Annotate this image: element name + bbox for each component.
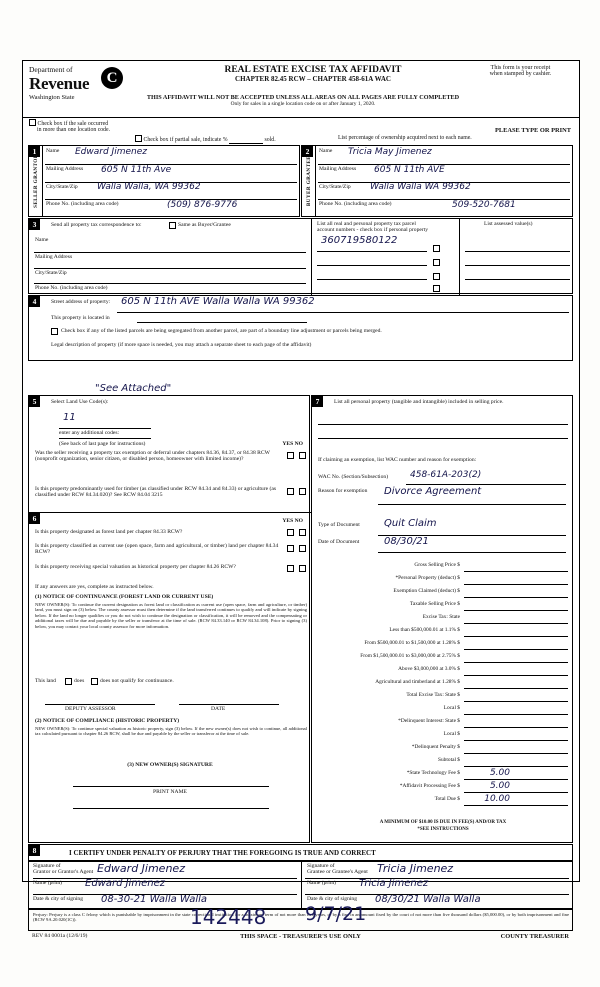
check-sale-occurred-row2 (37, 127, 110, 133)
tax-row-label: Local $ (443, 705, 460, 711)
notice-compliance-title: (2) NOTICE OF COMPLIANCE (HISTORIC PROPERTY) (35, 718, 180, 724)
corr-phone-label: Phone No. (including area code) (35, 285, 108, 291)
notice-compliance-body: NEW OWNER(S): To continue special valuation as historic property, sign (3) below. If the new owner(s) does not wish to continue, all additional tax calculated pursuant to chapter 84.26 RCW, shall be due and payable by the seller or transferor at the time of sale. (35, 726, 307, 737)
exemption-reason-value[interactable]: Divorce Agreement (384, 486, 482, 497)
tax-row-line (464, 701, 568, 702)
does-qualify-checkbox[interactable] (65, 678, 72, 685)
tax-row (318, 742, 568, 755)
tax-row-label: Total Excise Tax: State $ (406, 692, 460, 698)
tax-row-label: Agricultural and timberland at 1.28% $ (375, 679, 460, 685)
section-6-question-2: Is this property classified as current use (open space, farm and agricultural, or timber) land per chapter 84.34 RCW? (35, 543, 279, 555)
tax-row (318, 625, 568, 638)
wac-number-label: WAC No. (Section/Subsection) (318, 474, 389, 480)
buyer-mailing-label: Mailing Address (319, 166, 357, 172)
parcel-header-1: List all real and personal property tax parcel (317, 221, 416, 227)
tax-row (318, 560, 568, 573)
form-footer (28, 931, 573, 943)
does-label: does (74, 678, 85, 684)
see-instructions-note: *SEE INSTRUCTIONS (417, 827, 469, 832)
additional-codes-label: enter any additional codes: (59, 430, 120, 436)
tax-row (318, 716, 568, 729)
dor-logo-icon: C (101, 67, 123, 89)
corr-citystate-label: City/State/Zip (35, 270, 67, 276)
street-address-label: Street address of property: (51, 299, 111, 305)
tax-row-label: From $1,500,000.01 to $3,000,000 at 2.75% $ (360, 653, 460, 659)
buyer-citystate-value[interactable]: Walla Walla WA 99362 (370, 182, 471, 192)
check-sale-occurred-row[interactable] (29, 119, 108, 127)
section-1-number: 1 (29, 146, 40, 157)
form-header (23, 61, 579, 118)
tax-row-line (464, 597, 568, 598)
tax-row-line (464, 649, 568, 650)
partial-sale-sold-label: sold. (264, 137, 276, 143)
seller-phone-label: Phone No. (including area code) (46, 201, 119, 207)
section-5-yesno-header: YES NO (282, 441, 303, 447)
tax-row-line (464, 805, 568, 806)
buyer-side-tab (302, 146, 316, 216)
tax-row (318, 729, 568, 742)
grantor-print-name-value[interactable]: Edward Jimenez (85, 878, 165, 889)
legal-description-value[interactable]: "See Attached" (95, 383, 172, 394)
document-type-label: Type of Document (318, 522, 360, 528)
exemption-lead-label: If claiming an exemption, list WAC number and reason for exemption: (318, 457, 477, 463)
tax-row-label: Exemption Claimed (deduct) $ (393, 588, 460, 594)
seller-phone-value[interactable]: (509) 876-9776 (167, 200, 238, 210)
buyer-phone-label: Phone No. (including area code) (319, 201, 392, 207)
corr-mailing-label: Mailing Address (35, 254, 73, 260)
treasurer-space-label: THIS SPACE - TREASURER'S USE ONLY (240, 933, 361, 940)
tax-row (318, 638, 568, 651)
tax-row (318, 677, 568, 690)
assessor-date-label: DATE (211, 706, 226, 712)
tax-row-label: Local $ (443, 731, 460, 737)
tax-row-value[interactable]: 10.00 (484, 794, 510, 804)
corr-name-label: Name (35, 237, 49, 243)
page-title: REAL ESTATE EXCISE TAX AFFIDAVIT (224, 65, 402, 75)
notice-continuance-body: NEW OWNER(S): To continue the current designation as forest land or classification as current use (open space, farm and agriculture, or timber) land, you must sign on (3) below. The county assessor must then determine if the land transferred continues to qualify and will indicate by signing below. If the land no longer qualifies or you do not wish to continue the designation or classification, it will be removed and the compensating or additional taxes will be due and payable by the seller or transferor at the time of sale. (RCW 84.33.140 or RCW 84.34.108). Prior to signing (3) below, you may contact your local county assessor for more information. (35, 602, 307, 629)
parcel-personal-checkbox-3[interactable] (433, 273, 440, 280)
form-subtitle: CHAPTER 82.45 RCW – CHAPTER 458-61A WAC (235, 75, 391, 83)
tax-row-line (464, 584, 568, 585)
deputy-assessor-label: DEPUTY ASSESSOR (65, 706, 116, 712)
section-5-6-box (28, 395, 310, 843)
same-as-buyer-label: Same as Buyer/Grantee (178, 222, 231, 228)
grantee-print-name-value[interactable]: Tricia Jimenez (359, 878, 429, 889)
s6-q1-no-checkbox[interactable] (299, 529, 306, 536)
check-sale-occurred-label: Check box if the sale occurred (37, 121, 109, 127)
tax-row-line (464, 714, 568, 715)
print-name-label: PRINT NAME (153, 789, 187, 795)
if-any-yes-label: If any answers are yes, complete as instructed below. (35, 584, 154, 590)
tax-row-line (464, 766, 568, 767)
partial-sale-label: Check box if partial sale, indicate % (143, 137, 228, 143)
segregated-checkbox[interactable] (51, 328, 58, 335)
partial-sale-row[interactable] (135, 135, 276, 144)
tax-row-label: Subtotal $ (437, 757, 460, 763)
tax-row (318, 794, 568, 807)
tax-row-line (464, 688, 568, 689)
seller-side-tab (29, 146, 43, 216)
section-8-number: 8 (29, 845, 40, 856)
tax-row (318, 599, 568, 612)
tax-calculation-rows (318, 560, 568, 807)
same-as-buyer-checkbox[interactable] (169, 222, 176, 229)
receipt-line2: when stamped by cashier. (489, 71, 552, 77)
s5-q1-yes-checkbox[interactable] (287, 452, 294, 459)
department-line2: Revenue (29, 74, 90, 93)
parcel-personal-checkbox-2[interactable] (433, 259, 440, 266)
section-5-number: 5 (29, 396, 40, 407)
tax-row (318, 573, 568, 586)
buyer-phone-value[interactable]: 509-520-7681 (452, 200, 516, 210)
signature-block (28, 861, 573, 909)
document-date-label: Date of Document (318, 539, 360, 545)
check-sale-occurred-checkbox[interactable] (29, 119, 36, 126)
s6-q2-no-checkbox[interactable] (299, 545, 306, 552)
seller-citystate-value[interactable]: Walla Walla, WA 99362 (97, 182, 201, 192)
personal-property-label: List all personal property (tangible and intangible) included in selling price. (334, 399, 504, 405)
section-2-number: 2 (302, 146, 313, 157)
tax-row-line (464, 675, 568, 676)
buyer-name-label: Name (319, 148, 333, 154)
section-7-box (311, 395, 573, 843)
seller-side-label: SELLER GRANTOR (32, 154, 39, 208)
section-6-question-1: Is this property designated as forest land per chapter 84.33 RCW? (35, 529, 183, 535)
minimum-fee-note: A MINIMUM OF $10.00 IS DUE IN FEE(S) AND/OR TAX (379, 820, 507, 825)
revision-number: REV 84 0001a (12/6/19) (32, 933, 88, 939)
s5-q2-yes-checkbox[interactable] (287, 488, 294, 495)
perjury-notice-box (28, 909, 573, 931)
street-address-value[interactable]: 605 N 11th AVE Walla Walla WA 99362 (121, 296, 315, 307)
grantee-signature-label-1: Signature of (307, 863, 335, 869)
section-3-box (28, 218, 573, 294)
s6-q1-yes-checkbox[interactable] (287, 529, 294, 536)
seller-grantor-box (28, 145, 300, 217)
tax-row-label: *Affidavit Processing Fee $ (399, 783, 460, 789)
buyer-mailing-value[interactable]: 605 N 11th AVE (374, 165, 445, 175)
tax-row-label: *Delinquent Penalty $ (411, 744, 460, 750)
tax-row (318, 651, 568, 664)
s6-q3-yes-checkbox[interactable] (287, 565, 294, 572)
stamp-date: 9/7/21 (305, 903, 367, 925)
buyer-side-label: BUYER GRANTEE (305, 155, 312, 207)
exemption-reason-label: Reason for exemption (318, 488, 368, 494)
see-back-label: (See back of last page for instructions) (59, 441, 146, 447)
section-5-question-1: Was the seller receiving a property tax exemption or deferral under chapters 84.36, 84.37, or 84.38 RCW (nonprofit organization, senior citizen, or disabled person, homeowner with limited income)? (35, 450, 270, 462)
section-7-number: 7 (312, 396, 323, 407)
s5-q1-no-checkbox[interactable] (299, 452, 306, 459)
assessed-value-header: List assessed value(s) (484, 221, 533, 227)
does-not-qualify-checkbox[interactable] (91, 678, 98, 685)
certify-title: I CERTIFY UNDER PENALTY OF PERJURY THAT THE FOREGOING IS TRUE AND CORRECT (69, 849, 376, 857)
ownership-percent-note: List percentage of ownership acquired next to each name. (338, 135, 472, 141)
seller-mailing-value[interactable]: 605 N 11th Ave (101, 165, 172, 175)
please-type-note: PLEASE TYPE OR PRINT (494, 127, 571, 134)
section-4-number: 4 (29, 296, 40, 307)
tax-row-line (464, 571, 568, 572)
perjury-notice: Perjury: Perjury is a class C felony which is punishable by imprisonment in the state correctional institution for a maximum term of not more than five years, or by a fine in an amount fixed by the court of not more than five thousand dollars ($5,000.00), or by both imprisonment and fine (RCW 9A.20.020(1C)). (33, 912, 569, 923)
segregated-label: Check box if any of the listed parcels are being segregated from another parcel, are part of a boundary line adjustment or parcels being merged. (61, 328, 382, 334)
document-type-value[interactable]: Quit Claim (384, 518, 437, 529)
grantor-print-name-label: Name (print) (33, 880, 63, 886)
section-5-question-2: Is this property predominantly used for timber (as classified under RCW 84.34 and 84.33) or agriculture (as classified under RCW 84.34.020)? See RCW 84.04 3215 (35, 486, 276, 498)
buyer-grantee-box (301, 145, 573, 217)
tax-row-line (464, 792, 568, 793)
wac-number-value[interactable]: 458-61A-203(2) (410, 470, 482, 480)
section-4-box (28, 295, 573, 361)
tax-row-line (464, 753, 568, 754)
s6-q2-yes-checkbox[interactable] (287, 545, 294, 552)
tax-row-line (464, 779, 568, 780)
tax-row-label: Gross Selling Price $ (414, 562, 460, 568)
tax-row-line (464, 662, 568, 663)
parcel-personal-checkbox-1[interactable] (433, 245, 440, 252)
grantee-signature-value[interactable]: Tricia Jimenez (377, 862, 454, 875)
section-6-number: 6 (29, 513, 40, 524)
located-in-label: This property is located in (51, 315, 110, 321)
legal-description-label: Legal description of property (if more space is needed, you may attach a separate sheet to each page of the affidavit) (51, 342, 312, 348)
section-6-question-3: Is this property receiving special valuation as historical property per chapter 84.26 RCW? (35, 564, 236, 570)
receipt-number-stamp: 142448 (190, 905, 267, 929)
tax-row (318, 755, 568, 768)
seller-name-value[interactable]: Edward Jimenez (75, 147, 147, 157)
grantee-date-city-value[interactable]: 08/30/21 Walla Walla (375, 894, 481, 905)
notice-continuance-title: (1) NOTICE OF CONTINUANCE (FOREST LAND OR CURRENT USE) (35, 594, 214, 600)
section-8-header (28, 844, 573, 861)
single-location-notice: Only for sales in a single location code on or after January 1, 2020. (230, 101, 376, 107)
tax-row-line (464, 610, 568, 611)
grantor-date-city-value[interactable]: 08-30-21 Walla Walla (101, 894, 208, 905)
tax-row (318, 781, 568, 794)
county-treasurer-label: COUNTY TREASURER (500, 933, 569, 940)
tax-row (318, 690, 568, 703)
tax-row (318, 586, 568, 599)
s6-q3-no-checkbox[interactable] (299, 565, 306, 572)
grantor-signature-label-1: Signature of (33, 863, 61, 869)
section-3-number: 3 (29, 219, 40, 230)
grantee-date-city-label: Date & city of signing (307, 896, 358, 902)
tax-row-label: Taxable Selling Price $ (409, 601, 460, 607)
form-title-block (173, 65, 453, 83)
grantor-signature-label-2: Grantor or Grantor's Agent (33, 869, 94, 875)
tax-row-line (464, 623, 568, 624)
parcel-personal-checkbox-4[interactable] (433, 285, 440, 292)
partial-sale-checkbox[interactable] (135, 135, 142, 142)
parcel-number-value[interactable]: 360719580122 (321, 235, 398, 246)
department-line1: Department of (29, 65, 73, 74)
seller-mailing-label: Mailing Address (46, 166, 84, 172)
not-accepted-notice: THIS AFFIDAVIT WILL NOT BE ACCEPTED UNLESS ALL AREAS ON ALL PAGES ARE FULLY COMPLETED (146, 94, 460, 101)
land-use-code-value[interactable]: 11 (63, 412, 76, 423)
tax-row-label: Above $3,000,000 at 3.0% $ (398, 666, 460, 672)
grantee-signature-label-2: Grantee or Grantee's Agent (307, 869, 368, 875)
does-not-label: does not qualify for continuance. (100, 678, 174, 684)
buyer-name-value[interactable]: Tricia May Jimenez (348, 147, 432, 157)
tax-row (318, 703, 568, 716)
this-land-label: This land (35, 678, 56, 684)
tax-row (318, 664, 568, 677)
tax-row-value[interactable]: 5.00 (489, 781, 510, 791)
tax-row-value[interactable]: 5.00 (489, 768, 510, 778)
tax-row-label: Total Due $ (434, 796, 460, 802)
receipt-line1: This form is your receipt (490, 65, 551, 71)
tax-row-label: Excise Tax: State (422, 614, 460, 620)
land-use-code-label: Select Land Use Code(s): (51, 399, 109, 405)
document-date-value[interactable]: 08/30/21 (384, 536, 429, 547)
tax-row-line (464, 636, 568, 637)
grantor-date-city-label: Date & city of signing (33, 896, 84, 902)
tax-row-line (464, 727, 568, 728)
tax-row-label: Less than $500,000.01 at 1.1% $ (389, 627, 460, 633)
receipt-note (468, 65, 573, 77)
tax-row-label: *State Technology Fee $ (406, 770, 460, 776)
tax-row (318, 768, 568, 781)
check-sale-occurred-label2: in more than one location code. (37, 127, 111, 133)
tax-row-label: *Delinquent Interest: State $ (398, 718, 460, 724)
seller-name-label: Name (46, 148, 60, 154)
grantee-print-name-label: Name (print) (307, 880, 337, 886)
tax-row-line (464, 740, 568, 741)
s5-q2-no-checkbox[interactable] (299, 488, 306, 495)
tax-row-label: From $500,000.01 to $1,500,000 at 1.28% $ (364, 640, 460, 646)
tax-row-label: *Personal Property (deduct) $ (395, 575, 460, 581)
seller-citystate-label: City/State/Zip (46, 184, 78, 190)
correspondence-lead: Send all property tax correspondence to: (51, 222, 142, 228)
parcel-header-2: account numbers - check box if personal property (317, 227, 429, 233)
department-line3: Washington State (29, 94, 75, 101)
grantor-signature-value[interactable]: Edward Jimenez (97, 862, 185, 875)
buyer-citystate-label: City/State/Zip (319, 184, 351, 190)
section-6-yesno-header: YES NO (282, 518, 303, 524)
tax-row (318, 612, 568, 625)
new-owner-signature-label: (3) NEW OWNER(S) SIGNATURE (127, 762, 213, 768)
